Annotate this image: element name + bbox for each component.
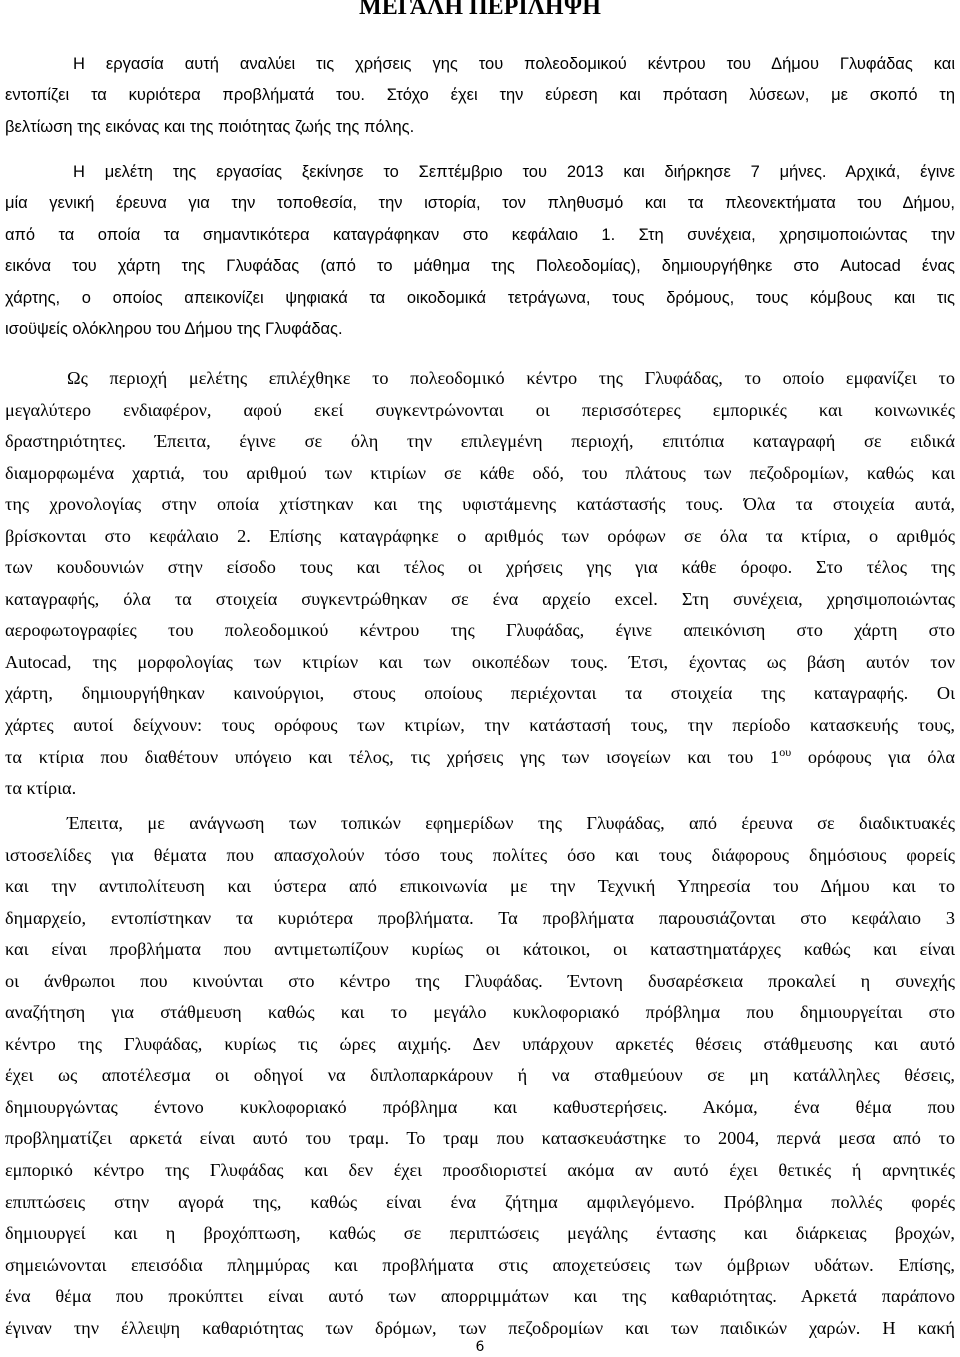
text-segment: ορόφους για όλα [791, 746, 955, 767]
paragraph-study-area [5, 363, 955, 805]
paragraph-intro [5, 49, 955, 143]
text-line: έγιναν την έλλειψη καθαριότητας των δρόμων, των πεζοδρομίων και των παιδικών χαρών. Η κακή [5, 1317, 955, 1338]
text-line: επιπτώσεις στην αγορά της, καθώς είναι ένα ζήτημα αμφιλεγόμενο. Πρόβλημα πολλές φορές [5, 1191, 955, 1212]
text-line: τα κτίρια. [5, 778, 77, 799]
text-line: βελτίωση της εικόνας και της ποιότητας ζωής της πόλης. [5, 117, 415, 136]
text-line: ισοϋψείς ολόκληρου του Δήμου της Γλυφάδας. [5, 320, 343, 339]
text-line: από τα οποία τα σημαντικότερα καταγράφηκαν στο κεφάλαιο 1. Στη συνέχεια, χρησιμοποιώντας την [5, 225, 955, 244]
text-line: διαμορφωμένα χαρτιά, του αριθμού των κτιρίων σε κάθε οδό, του πλάτους των πεζοδρομίων, καθώς και [5, 462, 955, 483]
text-line: και είναι προβλήματα που αντιμετωπίζουν κυρίως οι κάτοικοι, οι καταστηματάρχες καθώς και είναι [5, 939, 955, 960]
text-line: δημαρχείο, εντοπίστηκαν τα κυριότερα προβλήματα. Τα προβλήματα παρουσιάζονται στο κεφάλαιο 3 [5, 907, 955, 928]
page-title: ΜΕΓΑΛΗ ΠΕΡΙΛΗΨΗ [359, 0, 601, 20]
text-line: μία γενική έρευνα για την τοποθεσία, την ιστορία, τον πληθυσμό και τα πλεονεκτήματα του Δήμου, [5, 194, 955, 213]
paragraph-study-overview [5, 157, 955, 345]
text-line: χάρτες αυτοί δείχνουν: τους ορόφους των κτιρίων, την κατάστασή τους, την περίοδο κατασκευής τους, [5, 715, 955, 736]
text-line: χάρτη, δημιουργήθηκαν καινούργιοι, στους οποίους περιέχονται τα στοιχεία της καταγραφής. Οι [5, 683, 955, 704]
text-line: βρίσκονται στο κεφάλαιο 2. Επίσης καταγράφηκε ο αριθμός των ορόφων σε όλα τα κτίρια, ο αριθμός [5, 525, 955, 546]
text-line: ένα θέμα που προκύπτει είναι αυτό των απορριμμάτων και της καθαριότητας. Αρκετά παράπονο [5, 1286, 955, 1307]
text-line: έχει ως αποτέλεσμα οι οδηγοί να διπλοπαρκάρουν ή να σταθμεύουν σε μη κατάλληλες θέσεις, [5, 1065, 955, 1086]
text-line: Έπειτα, με ανάγνωση των τοπικών εφημερίδων της Γλυφάδας, από έρευνα σε διαδικτυακές [67, 813, 955, 833]
text-line: αναζήτηση για στάθμευση καθώς και το μεγάλο κυκλοφοριακό πρόβλημα που δημιουργείται στο [5, 1002, 955, 1023]
text-line: Η μελέτη της εργασίας ξεκίνησε το Σεπτέμβριο του 2013 και διήρκησε 7 μήνες. Αρχικά, έγινε [73, 163, 955, 181]
superscript: ου [779, 744, 792, 759]
text-line: ιστοσελίδες για θέματα που απασχολούν τόσο τους πολίτες όσο και τους διάφορους δημόσιους φορείς [5, 844, 955, 865]
text-line: αεροφωτογραφίες του πολεοδομικού κέντρου της Γλυφάδας, έγινε απεικόνιση στο χάρτη στο [5, 620, 955, 641]
text-line: προβληματίζει αρκετά είναι αυτό του τραμ. Το τραμ που κατασκευάστηκε το 2004, περνά μεσα από το [5, 1128, 955, 1149]
text-line: οι άνθρωποι που κινούνται στο κέντρο της Γλυφάδας. Έντονη δυσαρέσκεια προκαλεί η συνεχής [5, 970, 955, 991]
text-segment: τα κτίρια που διαθέτουν υπόγειο και τέλος, τις χρήσεις γης των ισογείων και του 1 [5, 746, 780, 767]
text-line: Ως περιοχή μελέτης επιλέχθηκε το πολεοδομικό κέντρο της Γλυφάδας, το οποίο εμφανίζει το [67, 368, 955, 388]
text-line: εικόνα του χάρτη της Γλυφάδας (από το μάθημα της Πολεοδομίας), δημιουργήθηκε στο Autocad ένας [5, 257, 955, 276]
text-line: σημειώνονται επεισόδια πλημμύρας και προβλήματα στις αποχετεύσεις των όμβριων υδάτων. Επίσης, [5, 1254, 955, 1275]
page-number: 6 [475, 1339, 485, 1355]
text-line: δραστηριότητες. Έπειτα, έγινε σε όλη την επιλεγμένη περιοχή, επιτόπια καταγραφή σε ειδικά [5, 431, 955, 452]
text-line: καταγραφής, όλα τα στοιχεία συγκεντρώθηκαν σε ένα αρχείο excel. Στη συνέχεια, χρησιμοποιώντας [5, 588, 955, 609]
text-line: δημιουργώντας έντονο κυκλοφοριακό πρόβλημα και καθυστερήσεις. Ακόμα, ένα θέμα που [5, 1096, 955, 1117]
text-line: των κουδουνιών στην είσοδο τους και τέλος οι χρήσεις γης για κάθε όροφο. Στο τέλος της [5, 557, 955, 578]
text-line: της χρονολογίας στην οποία χτίστηκαν και της υφιστάμενης κατάστασής τους. Όλα τα στοιχεία αυτά, [5, 494, 955, 515]
text-line: δημιουργεί και η βροχόπτωση, καθώς σε περιπτώσεις μεγάλης έντασης και διάρκειας βροχών, [5, 1223, 955, 1244]
paragraph-problems [5, 808, 955, 1344]
text-line: εντοπίζει τα κυριότερα προβλήματά του. Στόχο έχει την εύρεση και πρόταση λύσεων, με σκοπό τη [5, 86, 955, 105]
text-line: μεγαλύτερο ενδιαφέρον, αφού εκεί συγκεντρώνονται οι περισσότερες εμπορικές και κοινωνικές [5, 399, 955, 420]
text-line: Η εργασία αυτή αναλύει τις χρήσεις γης του πολεοδομικού κέντρου του Δήμου Γλυφάδας και [73, 55, 955, 73]
text-line: Autocad, της μορφολογίας των κτιρίων και των οικοπέδων τους. Έτσι, έχοντας ως βάση αυτόν τον [5, 651, 955, 672]
text-line: κέντρο της Γλυφάδας, κυρίως τις ώρες αιχμής. Δεν υπάρχουν αρκετές θέσεις στάθμευσης και αυτό [5, 1033, 955, 1054]
text-line: χάρτης, ο οποίος απεικονίζει ψηφιακά τα οικοδομικά τετράγωνα, τους δρόμους, τους κόμβους και τις [5, 288, 955, 307]
text-line: εμπορικό κέντρο της Γλυφάδας και δεν έχει προσδιοριστεί ακόμα αν αυτό έχει θετικές ή αρνητικές [5, 1160, 955, 1181]
text-line: και την αντιπολίτευση και ύστερα από επικοινωνία με την Τεχνική Υπηρεσία του Δήμου και το [5, 876, 955, 897]
text-line-with-superscript [5, 742, 955, 774]
